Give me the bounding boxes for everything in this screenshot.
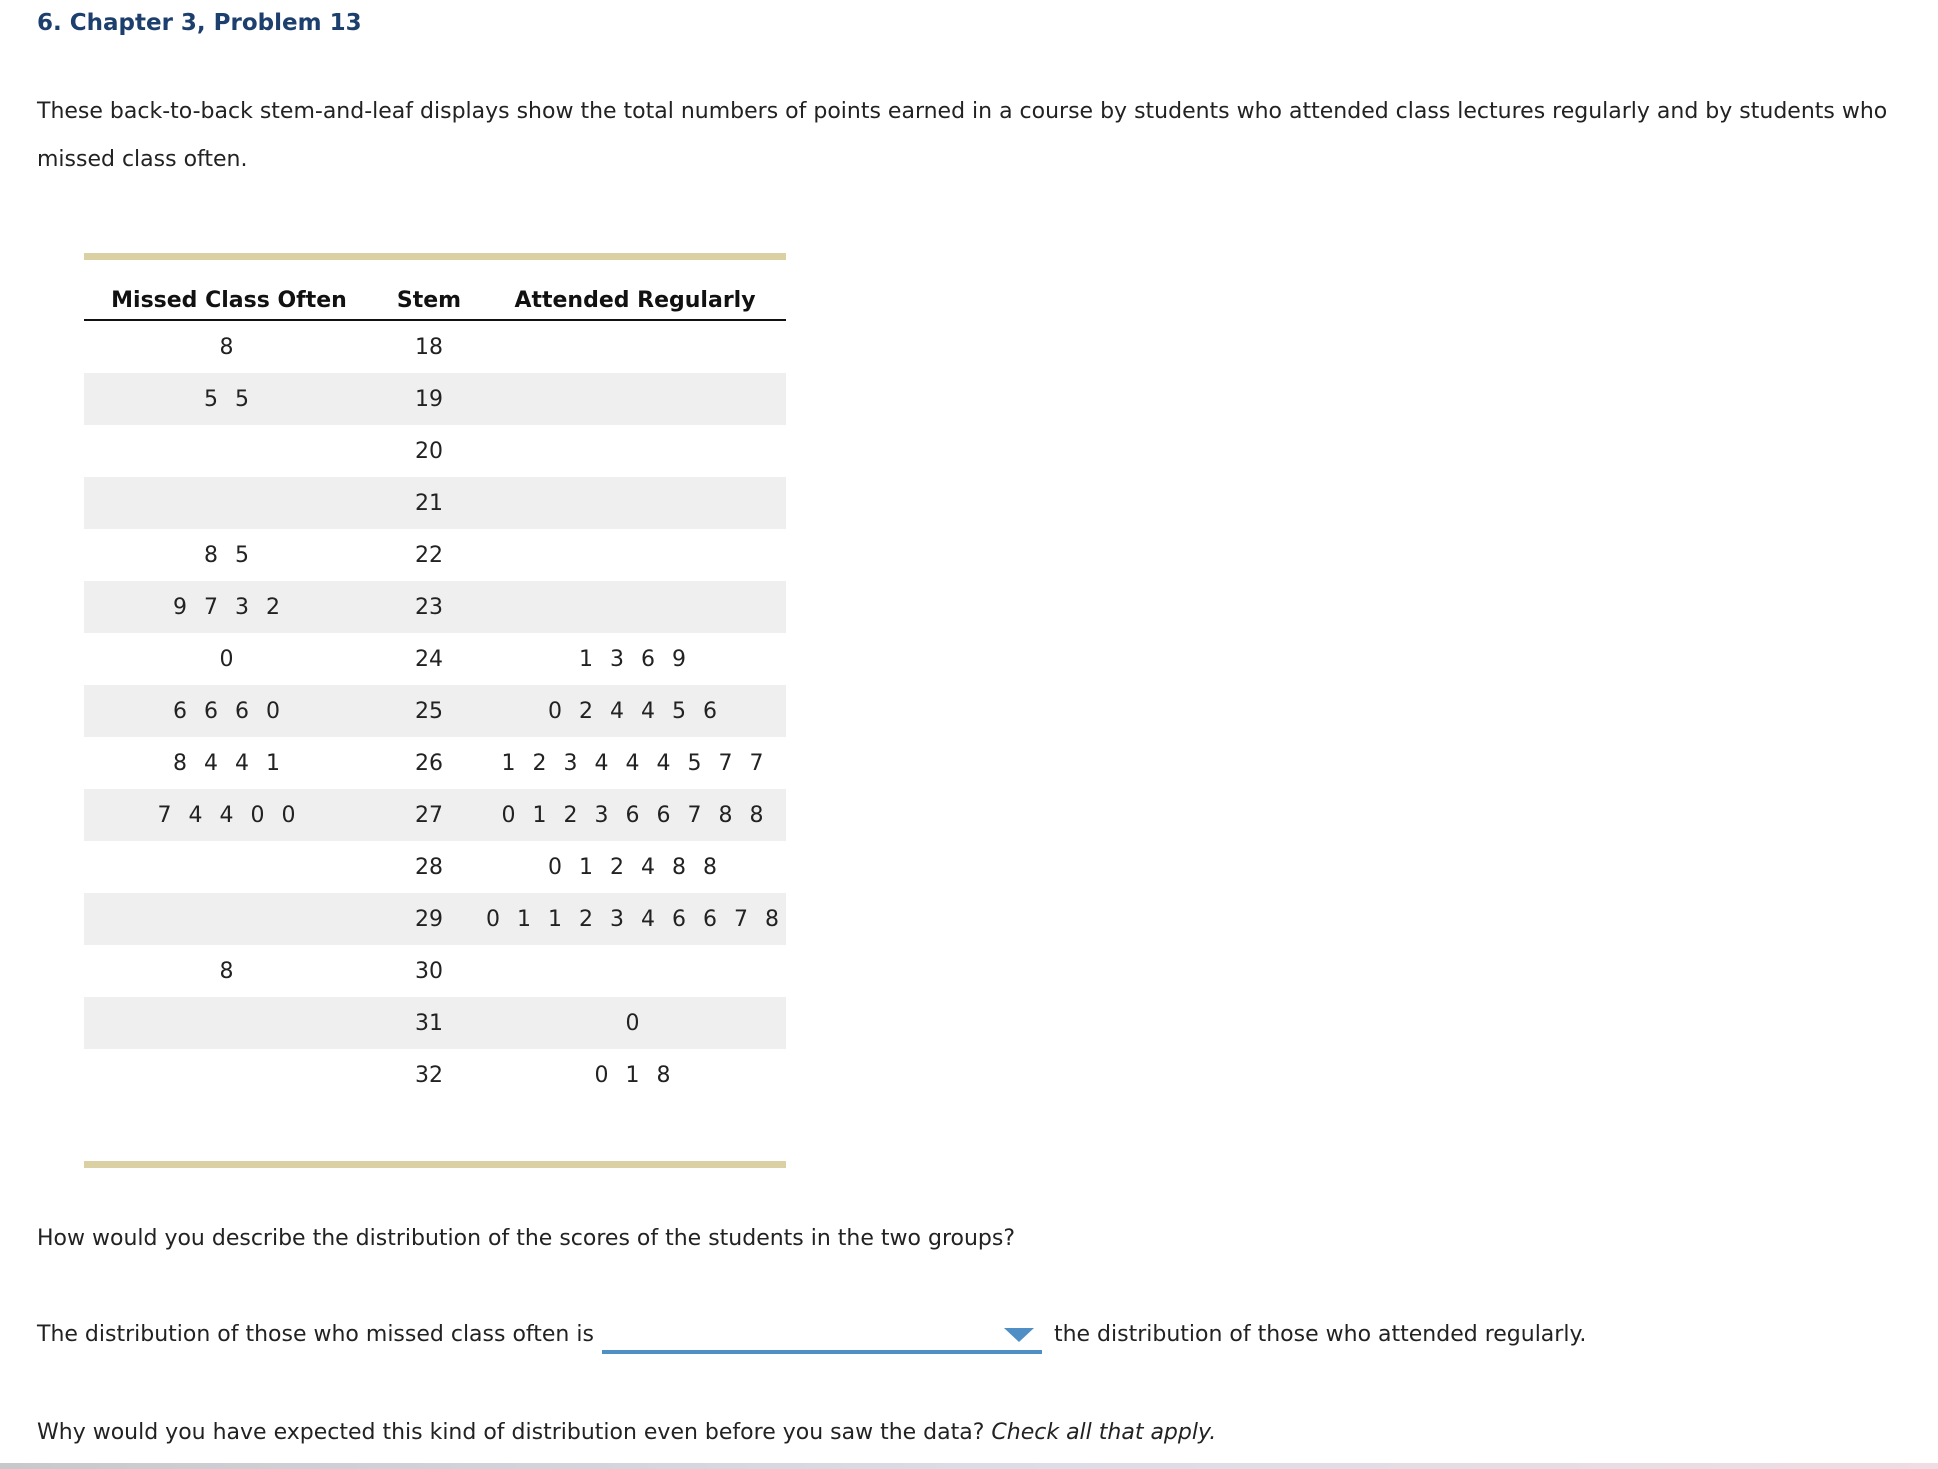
attended-leaves: 0 1 8 [594, 1062, 676, 1088]
table-row [84, 789, 786, 841]
stem-value: 31 [415, 1010, 443, 1036]
stem-value: 23 [415, 594, 443, 620]
header-stem: Stem [396, 288, 462, 313]
missed-leaves: 8 4 4 1 [173, 750, 285, 776]
table-row [84, 841, 786, 893]
attended-leaves: 1 3 6 9 [579, 646, 691, 672]
stem-leaf-table [84, 253, 786, 1168]
table-row [84, 529, 786, 581]
table-bottom-rule [84, 1161, 786, 1168]
attended-leaves: 0 1 2 4 8 8 [548, 854, 722, 880]
stem-value: 26 [415, 750, 443, 776]
attended-leaves: 0 1 1 2 3 4 6 6 7 8 [486, 906, 784, 932]
missed-leaves: 9 7 3 2 [173, 594, 285, 620]
table-row [84, 945, 786, 997]
missed-leaves: 8 [219, 334, 239, 360]
table-row [84, 893, 786, 945]
table-row [84, 997, 786, 1049]
missed-leaves: 0 [219, 646, 239, 672]
missed-leaves: 6 6 6 0 [173, 698, 285, 724]
table-row [84, 737, 786, 789]
attended-leaves: 1 2 3 4 4 4 5 7 7 [501, 750, 769, 776]
attended-leaves: 0 1 2 3 6 6 7 8 8 [501, 802, 769, 828]
stem-value: 27 [415, 802, 443, 828]
table-row [84, 581, 786, 633]
stem-value: 18 [415, 334, 443, 360]
header-attended: Attended Regularly [514, 288, 756, 313]
sentence-after: the distribution of those who attended regularly. [1053, 1322, 1587, 1347]
why-text: Why would you have expected this kind of distribution even before you saw the data? [37, 1420, 985, 1445]
table-row [84, 477, 786, 529]
missed-leaves: 8 [219, 958, 239, 984]
problem-title: 6. Chapter 3, Problem 13 [37, 10, 362, 36]
problem-intro: These back-to-back stem-and-leaf displays show the total numbers of points earned in a course by students who attended class lectures regularly and by students who missed class often. [37, 99, 1888, 172]
table-row [84, 425, 786, 477]
table-row [84, 321, 786, 373]
missed-leaves: 7 4 4 0 0 [157, 802, 301, 828]
sentence-before: The distribution of those who missed class often is [37, 1322, 594, 1347]
table-top-rule [84, 253, 786, 260]
missed-leaves: 8 5 [204, 542, 254, 568]
stem-value: 20 [415, 438, 443, 464]
comparison-dropdown[interactable] [602, 1322, 1042, 1354]
stem-value: 28 [415, 854, 443, 880]
fill-in-sentence [37, 1322, 1586, 1354]
stem-value: 24 [415, 646, 443, 672]
table-header [84, 265, 786, 321]
stem-value: 22 [415, 542, 443, 568]
table-row [84, 373, 786, 425]
table-row [84, 633, 786, 685]
page-divider [0, 1463, 1938, 1469]
table-row [84, 1049, 786, 1101]
table-body [84, 321, 786, 1101]
table-row [84, 685, 786, 737]
question-text: How would you describe the distribution of the scores of the students in the two groups? [37, 1226, 1016, 1251]
attended-leaves: 0 [625, 1010, 645, 1036]
stem-value: 21 [415, 490, 443, 516]
stem-value: 29 [415, 906, 443, 932]
why-question [37, 1420, 1216, 1445]
why-instruction: Check all that apply. [991, 1420, 1217, 1445]
caret-down-icon [1004, 1328, 1034, 1342]
stem-value: 19 [415, 386, 443, 412]
stem-value: 30 [415, 958, 443, 984]
stem-value: 25 [415, 698, 443, 724]
header-missed: Missed Class Often [111, 288, 347, 313]
attended-leaves: 0 2 4 4 5 6 [548, 698, 722, 724]
missed-leaves: 5 5 [204, 386, 254, 412]
stem-value: 32 [415, 1062, 443, 1088]
